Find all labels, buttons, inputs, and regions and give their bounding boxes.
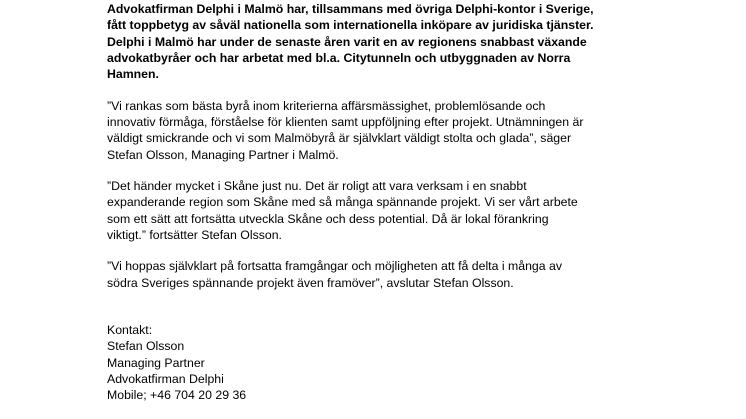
intro-line: advokatbyråer och har arbetat med bl.a. Citytunneln och utbyggnaden av Norra [107, 50, 571, 65]
quote-line: Stefan Olsson, Managing Partner i Malmö. [107, 147, 339, 162]
contact-title: Managing Partner [107, 355, 205, 370]
intro-line: fått toppbetyg av såväl nationella som internationella inköpare av juridiska tjänster. [107, 18, 594, 33]
quote-paragraph-3 [107, 258, 727, 291]
quote-line: innovativ förmåga, förståelse för klienten samt uppföljning efter projekt. Utnämningen är [107, 114, 584, 129]
intro-line: Delphi i Malmö har under de senaste åren varit en av regionens snabbast växande [107, 34, 587, 49]
paragraph-spacer [107, 243, 727, 258]
paragraph-spacer [107, 163, 727, 178]
contact-name: Stefan Olsson [107, 339, 185, 354]
quote-line: expanderande region som Skåne med så många spännande projekt. Vi ser vårt arbete [107, 195, 578, 210]
quote-line: ”Det händer mycket i Skåne just nu. Det är roligt att vara verksam i en snabbt [107, 179, 527, 194]
contact-phone: Mobile; +46 704 20 29 36 [107, 388, 247, 403]
document-page [107, 1, 727, 404]
contact-heading: Kontakt: [107, 323, 153, 338]
contact-block [107, 322, 727, 403]
quote-paragraph-1 [107, 98, 727, 163]
quote-line: som ett sätt att fortsätta utveckla Skåne och dess potential. Då är lokal förankring [107, 211, 549, 226]
paragraph-spacer [107, 82, 727, 97]
intro-paragraph [107, 1, 727, 82]
quote-line: viktigt.” fortsätter Stefan Olsson. [107, 227, 282, 242]
quote-line: väldigt smickrande och vi som Malmöbyrå är självklart väldigt stolta och glada”, säger [107, 131, 572, 146]
contact-company: Advokatfirman Delphi [107, 371, 224, 386]
intro-line: Advokatfirman Delphi i Malmö har, tillsammans med övriga Delphi-kontor i Sverige, [107, 2, 594, 16]
section-spacer [107, 291, 727, 322]
intro-line: Hamnen. [107, 67, 159, 82]
quote-line: ”Vi hoppas självklart på fortsatta framgångar och möjligheten att få delta i många av [107, 259, 563, 274]
quote-line: södra Sveriges spännande projekt även framöver”, avslutar Stefan Olsson. [107, 275, 514, 290]
quote-line: ”Vi rankas som bästa byrå inom kriterierna affärsmässighet, problemlösande och [107, 98, 546, 113]
quote-paragraph-2 [107, 178, 727, 243]
